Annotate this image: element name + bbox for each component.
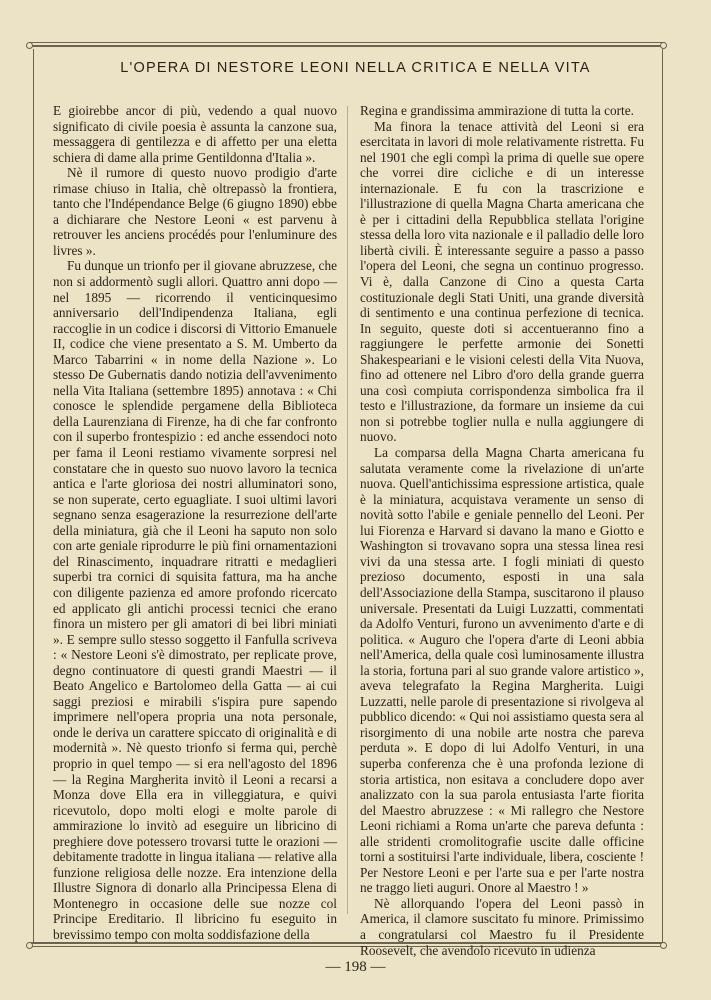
paragraph: Nè il rumore di questo nuovo prodigio d'arte rimase chiuso in Italia, chè oltrepassò la frontiera, tanto che l'Indépendance Belge (6 giugno 1890) ebbe a dichiarare che Nestore Leoni « est parvenu à retrouver les anciens procédés pour l'enluminure des livres ». [53,165,337,258]
top-right-knob [660,42,667,49]
paragraph: Nè allorquando l'opera del Leoni passò in America, il clamore suscitato fu minore. Primissimo a congratularsi col Maestro fu il Presidente Roosevelt, che avendolo ricevuto in udienza [360,895,644,958]
top-left-knob [26,42,33,49]
top-rule-thick [30,45,665,47]
bottom-right-knob [660,942,667,949]
bottom-left-knob [26,942,33,949]
left-column [53,103,337,942]
paragraph: La comparsa della Magna Charta americana fu salutata veramente come la rivelazione di un'arte nuova. Quell'antichissima espressione artistica, quale è la miniatura, acquistava veramente un senso di novità sotto l'abile e geniale pennello del Leoni. Per lui Fiorenza e Harvard si davano la mano e Giotto e Washington si trovavano sopra una stessa linea resi vivi da una stessa arte. I fogli miniati di questo prezioso documento, esposti in una sala dell'Associazione della Stampa, suscitarono il plauso universale. Presentati da Luigi Luzzatti, commentati da Adolfo Venturi, furono un avvenimento d'arte e di politica. « Auguro che l'opera d'arte di Leoni abbia nell'America, della quale così luminosamente illustra la storia, fortuna pari al suo grande valore artistico », aveva telegrafato la Regina Margherita. Luigi Luzzatti, nelle parole di presentazione si rivolgeva al pubblico dicendo: « Qui noi assistiamo questa sera al risorgimento di una nobile arte nostra che pareva perduta ». E dopo di lui Adolfo Venturi, in una superba conferenza che è una profonda lezione di storia artistica, non esitava a concludere dopo aver analizzato con la sua parola entusiasta l'arte fiorita del Maestro abruzzese : « Mi rallegro che Nestore Leoni richiami a Roma un'arte che pareva defunta : alle stridenti cromolitografie uscite dalle officine torni a sostituirsi l'arte individuale, libera, cosciente ! Per Nestore Leoni e per l'arte sua e per l'arte nostra ne traggo lieti auguri. Onore al Maestro ! » [360,445,644,896]
paragraph: Regina e grandissima ammirazione di tutta la corte. [360,103,634,118]
left-frame-line [33,49,34,942]
paragraph: Ma finora la tenace attività del Leoni si era esercitata in lavori di mole relativamente ristretta. Fu nel 1901 che egli compì la prima di quelle sue opere che vorrei dire cicliche e di un interesse internazionale. E fu con la trascrizione e l'illustrazione di quella Magna Charta americana che è per i cittadini della Repubblica stellata l'origine stessa della loro vita nazionale e il palladio delle loro libertà civili. È interessante seguire a passo a passo l'opera del Leoni, che segna un continuo progresso. Vi è, dalla Canzone di Cino a questa Carta costituzionale degli Stati Uniti, una grande diversità di sentimento e una continua perfezione di tecnica. In seguito, queste doti si accentueranno fino a raggiungere le perfette armonie dei Sonetti Shakespeariani e le visioni celesti della Vita Nuova, fino ad ottenere nel Libro d'oro della grande guerra una così compiuta corrispondenza simbolica fra il testo e l'illustrazione, da formare un insieme da cui non si potrebbe toglier nulla e nulla aggiungere di nuovo. [360,118,644,445]
paragraph: E gioirebbe ancor di più, vedendo a qual nuovo significato di civile poesia è assunta la canzone sua, messaggera di gentilezza e di affetto per una eletta schiera di dame alla prime Gentildonna d'Italia ». [53,103,337,165]
column-divider [347,106,348,914]
page-number: — 198 — [325,959,386,975]
running-header: L'OPERA DI NESTORE LEONI NELLA CRITICA E NELLA VITA [120,60,591,76]
right-column [360,103,644,958]
right-frame-line [662,49,663,942]
top-rule-thin [30,42,665,43]
paragraph: Fu dunque un trionfo per il giovane abruzzese, che non si addormentò sugli allori. Quattro anni dopo — nel 1895 — ricorrendo il venticinquesimo anniversario dell'Indipendenza Italiana, egli raccoglie in un codice i discorsi di Vittorio Emanuele II, codice che viene presentato a S. M. Umberto da Marco Tabarrini « in nome della Nazione ». Lo stesso De Gubernatis dando notizia dell'avvenimento nella Vita Italiana (settembre 1895) annotava : « Chi conosce le splendide pergamene della Biblioteca della Laurenziana di Firenze, ha di che far confronto con il superbo frontespizio : ed anche essendoci noto per fama il Leoni restiamo vivamente sorpresi nel constatare che in questo suo nuovo lavoro la tecnica antica e l'arte gloriosa dei nostri alluminatori sono, se non superate, certo eguagliate. I suoi ultimi lavori segnano senza esagerazione la resurrezione dell'arte della miniatura, già che il Leoni ha saputo non solo con arte geniale riprodurre le più fini ornamentazioni del Rinascimento, inquadrare ritratti e medaglieri superbi tra cornici di squisita fattura, ma ha anche con diligente pazienza ed amore profondo ricercato ed applicato gli antichi processi tecnici che erano finora un mistero per gli amatori di bei libri miniati ». E sempre sullo stesso soggetto il Fanfulla scriveva : « Nestore Leoni s'è dimostrato, per replicate prove, degno continuatore di questi grandi Maestri — il Beato Angelico e Bartolomeo della Gatta — ai cui saggi preziosi e mirabili s'ispira pure sapendo imprimere nell'opera propria una nota personale, onde le deriva un carattere spiccato di originalità e di modernità ». Nè questo trionfo si ferma qui, perchè proprio in quel tempo — si era nell'agosto del 1896 — la Regina Margherita invitò il Leoni a recarsi a Monza dove Ella era in villeggiatura, e quivi ricevutolo, dopo molti elogi e molte parole di ammirazione lo invitò ad eseguire un libricino di preghiere dove potessero trovarsi tutte le orazioni — debitamente tradotte in lingua italiana — relative alla funzione religiosa delle nozze. Era intenzione della Illustre Signora di donarlo alla Principessa Elena di Montenegro in occasione delle sue nozze col Principe Ereditario. Il libricino fu eseguito in brevissimo tempo con molta soddisfazione della [53,258,337,942]
